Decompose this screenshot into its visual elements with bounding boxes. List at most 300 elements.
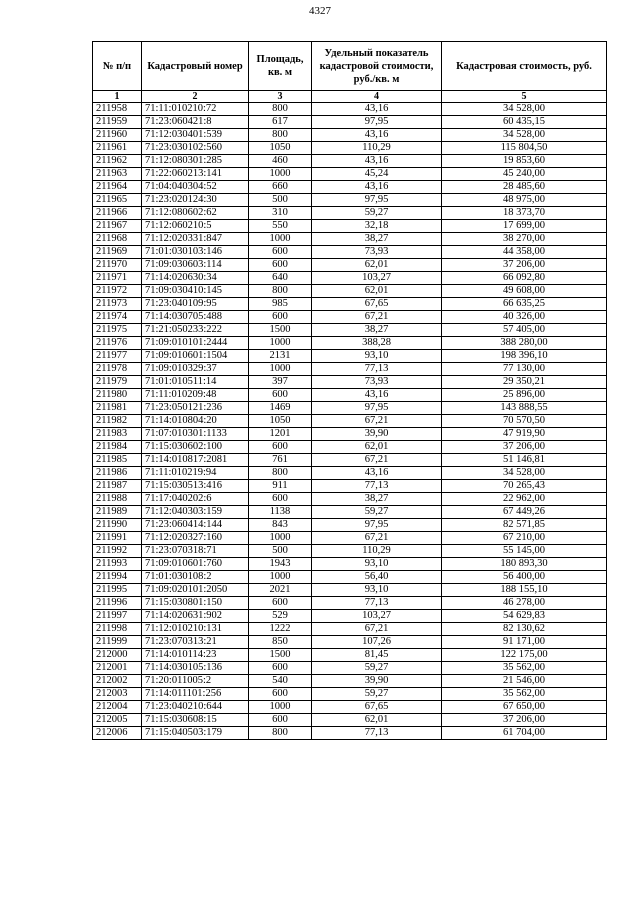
specific-value-cell: 43,16: [312, 181, 442, 194]
table-row: [93, 493, 607, 506]
table-row: [93, 155, 607, 168]
table-row: [93, 610, 607, 623]
specific-value-cell: 38,27: [312, 324, 442, 337]
cadastral-cost-cell: 77 130,00: [442, 363, 607, 376]
table-row: [93, 285, 607, 298]
area-cell: 800: [249, 285, 312, 298]
header-cadastral-number: Кадастровый номер: [142, 42, 249, 91]
area-cell: 600: [249, 662, 312, 675]
cadastral-cost-cell: 51 146,81: [442, 454, 607, 467]
column-number-row: [93, 91, 607, 103]
specific-value-cell: 67,65: [312, 298, 442, 311]
specific-value-cell: 62,01: [312, 441, 442, 454]
row-number-cell: 211967: [93, 220, 142, 233]
table-row: [93, 324, 607, 337]
specific-value-cell: 103,27: [312, 610, 442, 623]
area-cell: 911: [249, 480, 312, 493]
cadastral-number-cell: 71:01:030103:146: [142, 246, 249, 259]
column-number: 2: [142, 91, 249, 103]
cadastral-number-cell: 71:23:050121:236: [142, 402, 249, 415]
area-cell: 1000: [249, 168, 312, 181]
row-number-cell: 211965: [93, 194, 142, 207]
cadastral-cost-cell: 45 240,00: [442, 168, 607, 181]
cadastral-value-table: [92, 41, 607, 740]
cadastral-number-cell: 71:21:050233:222: [142, 324, 249, 337]
cadastral-number-cell: 71:15:030602:100: [142, 441, 249, 454]
header-row-number: № п/п: [93, 42, 142, 91]
column-number: 5: [442, 91, 607, 103]
row-number-cell: 211993: [93, 558, 142, 571]
area-cell: 600: [249, 441, 312, 454]
specific-value-cell: 62,01: [312, 714, 442, 727]
cadastral-number-cell: 71:09:010101:2444: [142, 337, 249, 350]
column-number: 3: [249, 91, 312, 103]
specific-value-cell: 59,27: [312, 506, 442, 519]
specific-value-cell: 97,95: [312, 402, 442, 415]
cadastral-cost-cell: 37 206,00: [442, 441, 607, 454]
cadastral-number-cell: 71:14:011101:256: [142, 688, 249, 701]
area-cell: 600: [249, 493, 312, 506]
specific-value-cell: 39,90: [312, 675, 442, 688]
table-row: [93, 168, 607, 181]
cadastral-number-cell: 71:17:040202:6: [142, 493, 249, 506]
table-row: [93, 701, 607, 714]
table-row: [93, 441, 607, 454]
cadastral-cost-cell: 143 888,55: [442, 402, 607, 415]
area-cell: 617: [249, 116, 312, 129]
area-cell: 800: [249, 103, 312, 116]
specific-value-cell: 43,16: [312, 129, 442, 142]
area-cell: 600: [249, 259, 312, 272]
area-cell: 640: [249, 272, 312, 285]
row-number-cell: 211962: [93, 155, 142, 168]
cadastral-number-cell: 71:15:030801:150: [142, 597, 249, 610]
specific-value-cell: 43,16: [312, 467, 442, 480]
area-cell: 660: [249, 181, 312, 194]
area-cell: 1000: [249, 571, 312, 584]
area-cell: 600: [249, 688, 312, 701]
area-cell: 800: [249, 727, 312, 740]
row-number-cell: 211975: [93, 324, 142, 337]
cadastral-number-cell: 71:12:080602:62: [142, 207, 249, 220]
cadastral-cost-cell: 34 528,00: [442, 467, 607, 480]
specific-value-cell: 38,27: [312, 233, 442, 246]
row-number-cell: 212004: [93, 701, 142, 714]
table-row: [93, 558, 607, 571]
table-row: [93, 337, 607, 350]
row-number-cell: 211963: [93, 168, 142, 181]
cadastral-number-cell: 71:23:060421:8: [142, 116, 249, 129]
table-row: [93, 454, 607, 467]
area-cell: 843: [249, 519, 312, 532]
cadastral-cost-cell: 56 400,00: [442, 571, 607, 584]
specific-value-cell: 67,21: [312, 311, 442, 324]
cadastral-number-cell: 71:14:020630:34: [142, 272, 249, 285]
area-cell: 397: [249, 376, 312, 389]
specific-value-cell: 93,10: [312, 350, 442, 363]
table-row: [93, 662, 607, 675]
row-number-cell: 211959: [93, 116, 142, 129]
table-row: [93, 636, 607, 649]
specific-value-cell: 77,13: [312, 597, 442, 610]
area-cell: 1000: [249, 701, 312, 714]
row-number-cell: 211997: [93, 610, 142, 623]
specific-value-cell: 97,95: [312, 116, 442, 129]
specific-value-cell: 62,01: [312, 285, 442, 298]
area-cell: 1000: [249, 337, 312, 350]
row-number-cell: 211972: [93, 285, 142, 298]
cadastral-number-cell: 71:14:010114:23: [142, 649, 249, 662]
specific-value-cell: 67,21: [312, 623, 442, 636]
column-number: 4: [312, 91, 442, 103]
area-cell: 529: [249, 610, 312, 623]
cadastral-cost-cell: 70 570,50: [442, 415, 607, 428]
header-specific-value: Удельный показатель кадастровой стоимости, руб./кв. м: [312, 42, 442, 91]
cadastral-number-cell: 71:09:010601:1504: [142, 350, 249, 363]
cadastral-cost-cell: 91 171,00: [442, 636, 607, 649]
table-row: [93, 532, 607, 545]
row-number-cell: 211985: [93, 454, 142, 467]
cadastral-cost-cell: 49 608,00: [442, 285, 607, 298]
cadastral-cost-cell: 34 528,00: [442, 103, 607, 116]
row-number-cell: 211980: [93, 389, 142, 402]
specific-value-cell: 77,13: [312, 727, 442, 740]
table-row: [93, 402, 607, 415]
area-cell: 500: [249, 194, 312, 207]
cadastral-number-cell: 71:23:020124:30: [142, 194, 249, 207]
table-row: [93, 571, 607, 584]
cadastral-cost-cell: 55 145,00: [442, 545, 607, 558]
cadastral-cost-cell: 66 635,25: [442, 298, 607, 311]
specific-value-cell: 67,21: [312, 415, 442, 428]
row-number-cell: 212005: [93, 714, 142, 727]
table-row: [93, 584, 607, 597]
cadastral-cost-cell: 180 893,30: [442, 558, 607, 571]
cadastral-number-cell: 71:14:030105:136: [142, 662, 249, 675]
area-cell: 800: [249, 467, 312, 480]
cadastral-cost-cell: 67 650,00: [442, 701, 607, 714]
cadastral-cost-cell: 37 206,00: [442, 714, 607, 727]
cadastral-number-cell: 71:01:010511:14: [142, 376, 249, 389]
row-number-cell: 211974: [93, 311, 142, 324]
area-cell: 850: [249, 636, 312, 649]
area-cell: 1222: [249, 623, 312, 636]
area-cell: 600: [249, 246, 312, 259]
cadastral-cost-cell: 48 975,00: [442, 194, 607, 207]
cadastral-number-cell: 71:23:040109:95: [142, 298, 249, 311]
cadastral-cost-cell: 22 962,00: [442, 493, 607, 506]
row-number-cell: 212000: [93, 649, 142, 662]
row-number-cell: 211969: [93, 246, 142, 259]
row-number-cell: 211998: [93, 623, 142, 636]
cadastral-cost-cell: 57 405,00: [442, 324, 607, 337]
area-cell: 761: [249, 454, 312, 467]
row-number-cell: 211986: [93, 467, 142, 480]
cadastral-number-cell: 71:11:010209:48: [142, 389, 249, 402]
row-number-cell: 211971: [93, 272, 142, 285]
specific-value-cell: 59,27: [312, 688, 442, 701]
table-row: [93, 623, 607, 636]
area-cell: 310: [249, 207, 312, 220]
specific-value-cell: 110,29: [312, 142, 442, 155]
area-cell: 550: [249, 220, 312, 233]
cadastral-number-cell: 71:11:010210:72: [142, 103, 249, 116]
specific-value-cell: 81,45: [312, 649, 442, 662]
cadastral-cost-cell: 122 175,00: [442, 649, 607, 662]
specific-value-cell: 77,13: [312, 480, 442, 493]
cadastral-cost-cell: 37 206,00: [442, 259, 607, 272]
cadastral-number-cell: 71:12:040303:159: [142, 506, 249, 519]
cadastral-cost-cell: 28 485,60: [442, 181, 607, 194]
area-cell: 800: [249, 129, 312, 142]
area-cell: 2021: [249, 584, 312, 597]
row-number-cell: 211988: [93, 493, 142, 506]
cadastral-cost-cell: 67 210,00: [442, 532, 607, 545]
area-cell: 500: [249, 545, 312, 558]
specific-value-cell: 107,26: [312, 636, 442, 649]
cadastral-cost-cell: 198 396,10: [442, 350, 607, 363]
row-number-cell: 211989: [93, 506, 142, 519]
row-number-cell: 211987: [93, 480, 142, 493]
cadastral-number-cell: 71:23:030102:560: [142, 142, 249, 155]
row-number-cell: 211984: [93, 441, 142, 454]
cadastral-cost-cell: 21 546,00: [442, 675, 607, 688]
cadastral-number-cell: 71:09:030410:145: [142, 285, 249, 298]
area-cell: 1138: [249, 506, 312, 519]
cadastral-number-cell: 71:15:030513:416: [142, 480, 249, 493]
specific-value-cell: 67,21: [312, 532, 442, 545]
table-row: [93, 376, 607, 389]
table-row: [93, 207, 607, 220]
cadastral-cost-cell: 34 528,00: [442, 129, 607, 142]
cadastral-number-cell: 71:09:020101:2050: [142, 584, 249, 597]
specific-value-cell: 93,10: [312, 558, 442, 571]
row-number-cell: 211996: [93, 597, 142, 610]
table-row: [93, 467, 607, 480]
row-number-cell: 211983: [93, 428, 142, 441]
cadastral-cost-cell: 19 853,60: [442, 155, 607, 168]
cadastral-number-cell: 71:14:010817:2081: [142, 454, 249, 467]
cadastral-cost-cell: 82 130,62: [442, 623, 607, 636]
area-cell: 1500: [249, 649, 312, 662]
specific-value-cell: 62,01: [312, 259, 442, 272]
table-row: [93, 181, 607, 194]
cadastral-number-cell: 71:09:010601:760: [142, 558, 249, 571]
cadastral-number-cell: 71:01:030108:2: [142, 571, 249, 584]
cadastral-cost-cell: 388 280,00: [442, 337, 607, 350]
area-cell: 1201: [249, 428, 312, 441]
area-cell: 540: [249, 675, 312, 688]
table-row: [93, 246, 607, 259]
table-row: [93, 506, 607, 519]
specific-value-cell: 97,95: [312, 194, 442, 207]
area-cell: 600: [249, 597, 312, 610]
cadastral-cost-cell: 66 092,80: [442, 272, 607, 285]
row-number-cell: 211981: [93, 402, 142, 415]
table-row: [93, 389, 607, 402]
cadastral-number-cell: 71:23:060414:144: [142, 519, 249, 532]
table-row: [93, 415, 607, 428]
area-cell: 1000: [249, 233, 312, 246]
area-cell: 985: [249, 298, 312, 311]
table-row: [93, 519, 607, 532]
specific-value-cell: 39,90: [312, 428, 442, 441]
cadastral-cost-cell: 38 270,00: [442, 233, 607, 246]
specific-value-cell: 77,13: [312, 363, 442, 376]
table-row: [93, 545, 607, 558]
table-row: [93, 272, 607, 285]
cadastral-number-cell: 71:22:060213:141: [142, 168, 249, 181]
area-cell: 1050: [249, 415, 312, 428]
row-number-cell: 211995: [93, 584, 142, 597]
cadastral-cost-cell: 188 155,10: [442, 584, 607, 597]
cadastral-number-cell: 71:12:010210:131: [142, 623, 249, 636]
specific-value-cell: 110,29: [312, 545, 442, 558]
row-number-cell: 212003: [93, 688, 142, 701]
specific-value-cell: 32,18: [312, 220, 442, 233]
row-number-cell: 211999: [93, 636, 142, 649]
cadastral-number-cell: 71:12:020331:847: [142, 233, 249, 246]
cadastral-number-cell: 71:11:010219:94: [142, 467, 249, 480]
column-number: 1: [93, 91, 142, 103]
cadastral-number-cell: 71:14:030705:488: [142, 311, 249, 324]
row-number-cell: 211994: [93, 571, 142, 584]
cadastral-cost-cell: 70 265,43: [442, 480, 607, 493]
row-number-cell: 212001: [93, 662, 142, 675]
cadastral-cost-cell: 54 629,83: [442, 610, 607, 623]
cadastral-cost-cell: 115 804,50: [442, 142, 607, 155]
row-number-cell: 211960: [93, 129, 142, 142]
cadastral-number-cell: 71:15:040503:179: [142, 727, 249, 740]
row-number-cell: 211968: [93, 233, 142, 246]
cadastral-number-cell: 71:14:020631:902: [142, 610, 249, 623]
cadastral-cost-cell: 46 278,00: [442, 597, 607, 610]
cadastral-cost-cell: 67 449,26: [442, 506, 607, 519]
cadastral-cost-cell: 60 435,15: [442, 116, 607, 129]
cadastral-cost-cell: 40 326,00: [442, 311, 607, 324]
row-number-cell: 211966: [93, 207, 142, 220]
row-number-cell: 211979: [93, 376, 142, 389]
table-row: [93, 649, 607, 662]
table-row: [93, 298, 607, 311]
row-number-cell: 211973: [93, 298, 142, 311]
area-cell: 1000: [249, 363, 312, 376]
row-number-cell: 211977: [93, 350, 142, 363]
specific-value-cell: 56,40: [312, 571, 442, 584]
cadastral-number-cell: 71:23:070318:71: [142, 545, 249, 558]
specific-value-cell: 67,21: [312, 454, 442, 467]
area-cell: 460: [249, 155, 312, 168]
cadastral-number-cell: 71:09:030603:114: [142, 259, 249, 272]
area-cell: 1050: [249, 142, 312, 155]
table-row: [93, 103, 607, 116]
cadastral-cost-cell: 47 919,90: [442, 428, 607, 441]
row-number-cell: 211976: [93, 337, 142, 350]
cadastral-cost-cell: 17 699,00: [442, 220, 607, 233]
area-cell: 1500: [249, 324, 312, 337]
specific-value-cell: 93,10: [312, 584, 442, 597]
cadastral-cost-cell: 61 704,00: [442, 727, 607, 740]
specific-value-cell: 67,65: [312, 701, 442, 714]
area-cell: 2131: [249, 350, 312, 363]
table-row: [93, 194, 607, 207]
cadastral-number-cell: 71:15:030608:15: [142, 714, 249, 727]
row-number-cell: 211982: [93, 415, 142, 428]
table-row: [93, 597, 607, 610]
table-row: [93, 480, 607, 493]
specific-value-cell: 45,24: [312, 168, 442, 181]
row-number-cell: 212006: [93, 727, 142, 740]
area-cell: 1469: [249, 402, 312, 415]
cadastral-cost-cell: 35 562,00: [442, 662, 607, 675]
header-area: Площадь, кв. м: [249, 42, 312, 91]
row-number-cell: 211992: [93, 545, 142, 558]
specific-value-cell: 59,27: [312, 207, 442, 220]
area-cell: 600: [249, 311, 312, 324]
table-row: [93, 350, 607, 363]
cadastral-number-cell: 71:12:020327:160: [142, 532, 249, 545]
cadastral-cost-cell: 44 358,00: [442, 246, 607, 259]
table-row: [93, 116, 607, 129]
table-row: [93, 727, 607, 740]
table-row: [93, 688, 607, 701]
table-body: [93, 103, 607, 740]
header-cadastral-cost: Кадастровая стоимость, руб.: [442, 42, 607, 91]
row-number-cell: 212002: [93, 675, 142, 688]
cadastral-cost-cell: 82 571,85: [442, 519, 607, 532]
specific-value-cell: 38,27: [312, 493, 442, 506]
table-row: [93, 311, 607, 324]
table-row: [93, 675, 607, 688]
table-row: [93, 259, 607, 272]
area-cell: 600: [249, 714, 312, 727]
cadastral-number-cell: 71:12:080301:285: [142, 155, 249, 168]
specific-value-cell: 388,28: [312, 337, 442, 350]
area-cell: 1943: [249, 558, 312, 571]
cadastral-cost-cell: 35 562,00: [442, 688, 607, 701]
table-header-row: [93, 42, 607, 91]
row-number-cell: 211990: [93, 519, 142, 532]
table-row: [93, 129, 607, 142]
cadastral-number-cell: 71:14:010804:20: [142, 415, 249, 428]
specific-value-cell: 43,16: [312, 103, 442, 116]
specific-value-cell: 97,95: [312, 519, 442, 532]
specific-value-cell: 103,27: [312, 272, 442, 285]
row-number-cell: 211964: [93, 181, 142, 194]
table-row: [93, 714, 607, 727]
specific-value-cell: 43,16: [312, 155, 442, 168]
cadastral-number-cell: 71:12:030401:539: [142, 129, 249, 142]
cadastral-cost-cell: 29 350,21: [442, 376, 607, 389]
cadastral-number-cell: 71:23:040210:644: [142, 701, 249, 714]
page-number: 4327: [309, 5, 331, 17]
specific-value-cell: 73,93: [312, 376, 442, 389]
specific-value-cell: 73,93: [312, 246, 442, 259]
row-number-cell: 211970: [93, 259, 142, 272]
table-row: [93, 363, 607, 376]
row-number-cell: 211958: [93, 103, 142, 116]
cadastral-cost-cell: 18 373,70: [442, 207, 607, 220]
table-row: [93, 220, 607, 233]
cadastral-number-cell: 71:12:060210:5: [142, 220, 249, 233]
row-number-cell: 211961: [93, 142, 142, 155]
table-row: [93, 233, 607, 246]
cadastral-number-cell: 71:09:010329:37: [142, 363, 249, 376]
cadastral-cost-cell: 25 896,00: [442, 389, 607, 402]
row-number-cell: 211991: [93, 532, 142, 545]
cadastral-number-cell: 71:23:070313:21: [142, 636, 249, 649]
specific-value-cell: 59,27: [312, 662, 442, 675]
